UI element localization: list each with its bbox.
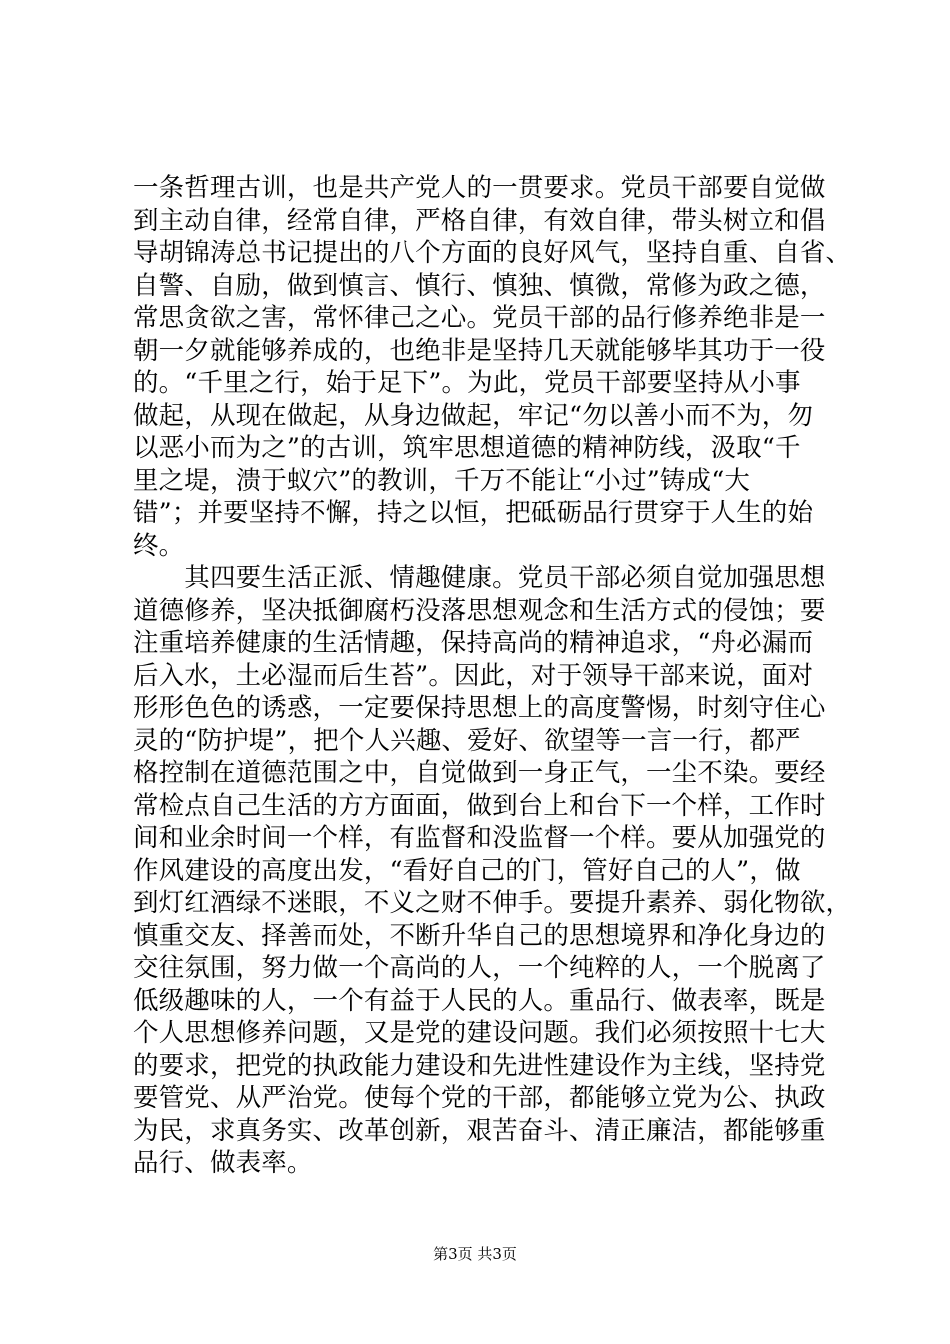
text-line: 为民，求真务实、改革创新，艰苦奋斗、清正廉洁，都能够重 [133, 1115, 826, 1146]
text-line: 到主动自律，经常自律，严格自律，有效自律，带头树立和倡 [133, 205, 826, 236]
text-line: 的。“千里之行，始于足下”。为此，党员干部要坚持从小事 [133, 368, 801, 398]
text-line: 慎重交友、择善而处，不断升华自己的思想境界和净化身边的 [133, 920, 826, 951]
text-line: 到灯红酒绿不迷眼，不义之财不伸手。要提升素养、弱化物欲， [133, 888, 852, 918]
body-text [133, 172, 853, 1180]
text-line: 终。 [133, 530, 185, 561]
text-line: 间和业余时间一个样，有监督和没监督一个样。要从加强党的 [133, 823, 826, 853]
text-line: 道德修养，坚决抵御腐朽没落思想观念和生活方式的侵蚀；要 [133, 595, 826, 626]
text-line: 其四要生活正派、情趣健康。党员干部必须自觉加强思想 [133, 563, 826, 593]
text-line: 格控制在道德范围之中，自觉做到一身正气，一尘不染。要经 [133, 758, 826, 788]
text-line: 错”；并要坚持不懈，持之以恒，把砥砺品行贯穿于人生的始 [133, 498, 814, 528]
text-line: 朝一夕就能够养成的，也绝非是坚持几天就能够毕其功于一役 [133, 335, 826, 366]
text-line: 形形色色的诱惑，一定要保持思想上的高度警惕，时刻守住心 [133, 693, 826, 723]
text-line: 导胡锦涛总书记提出的八个方面的良好风气，坚持自重、自省、 [133, 238, 852, 268]
text-line: 品行、做表率。 [133, 1148, 313, 1178]
text-line: 要管党、从严治党。使每个党的干部，都能够立党为公、执政 [133, 1083, 826, 1113]
page-footer: 第3页 共3页 [433, 1245, 517, 1263]
text-line: 做起，从现在做起，从身边做起，牢记“勿以善小而不为，勿 [133, 400, 814, 431]
text-line: 一条哲理古训，也是共产党人的一贯要求。党员干部要自觉做 [133, 173, 826, 203]
text-line: 交往氛围，努力做一个高尚的人，一个纯粹的人，一个脱离了 [133, 953, 826, 983]
text-line: 后入水，土必湿而后生苔”。因此，对于领导干部来说，面对 [133, 660, 814, 691]
text-line: 以恶小而为之”的古训，筑牢思想道德的精神防线，汲取“千 [133, 433, 801, 463]
text-line: 作风建设的高度出发，“看好自己的门，管好自己的人”，做 [133, 855, 801, 886]
text-line: 常检点自己生活的方方面面，做到台上和台下一个样，工作时 [133, 790, 826, 821]
text-line: 的要求，把党的执政能力建设和先进性建设作为主线，坚持党 [133, 1050, 826, 1081]
text-line: 自警、自励，做到慎言、慎行、慎独、慎微，常修为政之德， [133, 270, 826, 301]
text-line: 常思贪欲之害，常怀律己之心。党员干部的品行修养绝非是一 [133, 303, 826, 333]
text-line: 低级趣味的人，一个有益于人民的人。重品行、做表率，既是 [133, 985, 826, 1016]
text-line: 里之堤，溃于蚁穴”的教训，千万不能让“小过”铸成“大 [133, 465, 751, 496]
text-line: 个人思想修养问题，又是党的建设问题。我们必须按照十七大 [133, 1018, 826, 1048]
text-line: 灵的“防护堤”，把个人兴趣、爱好、欲望等一言一行，都严 [133, 725, 801, 756]
text-line: 注重培养健康的生活情趣，保持高尚的精神追求，“舟必漏而 [133, 628, 814, 658]
